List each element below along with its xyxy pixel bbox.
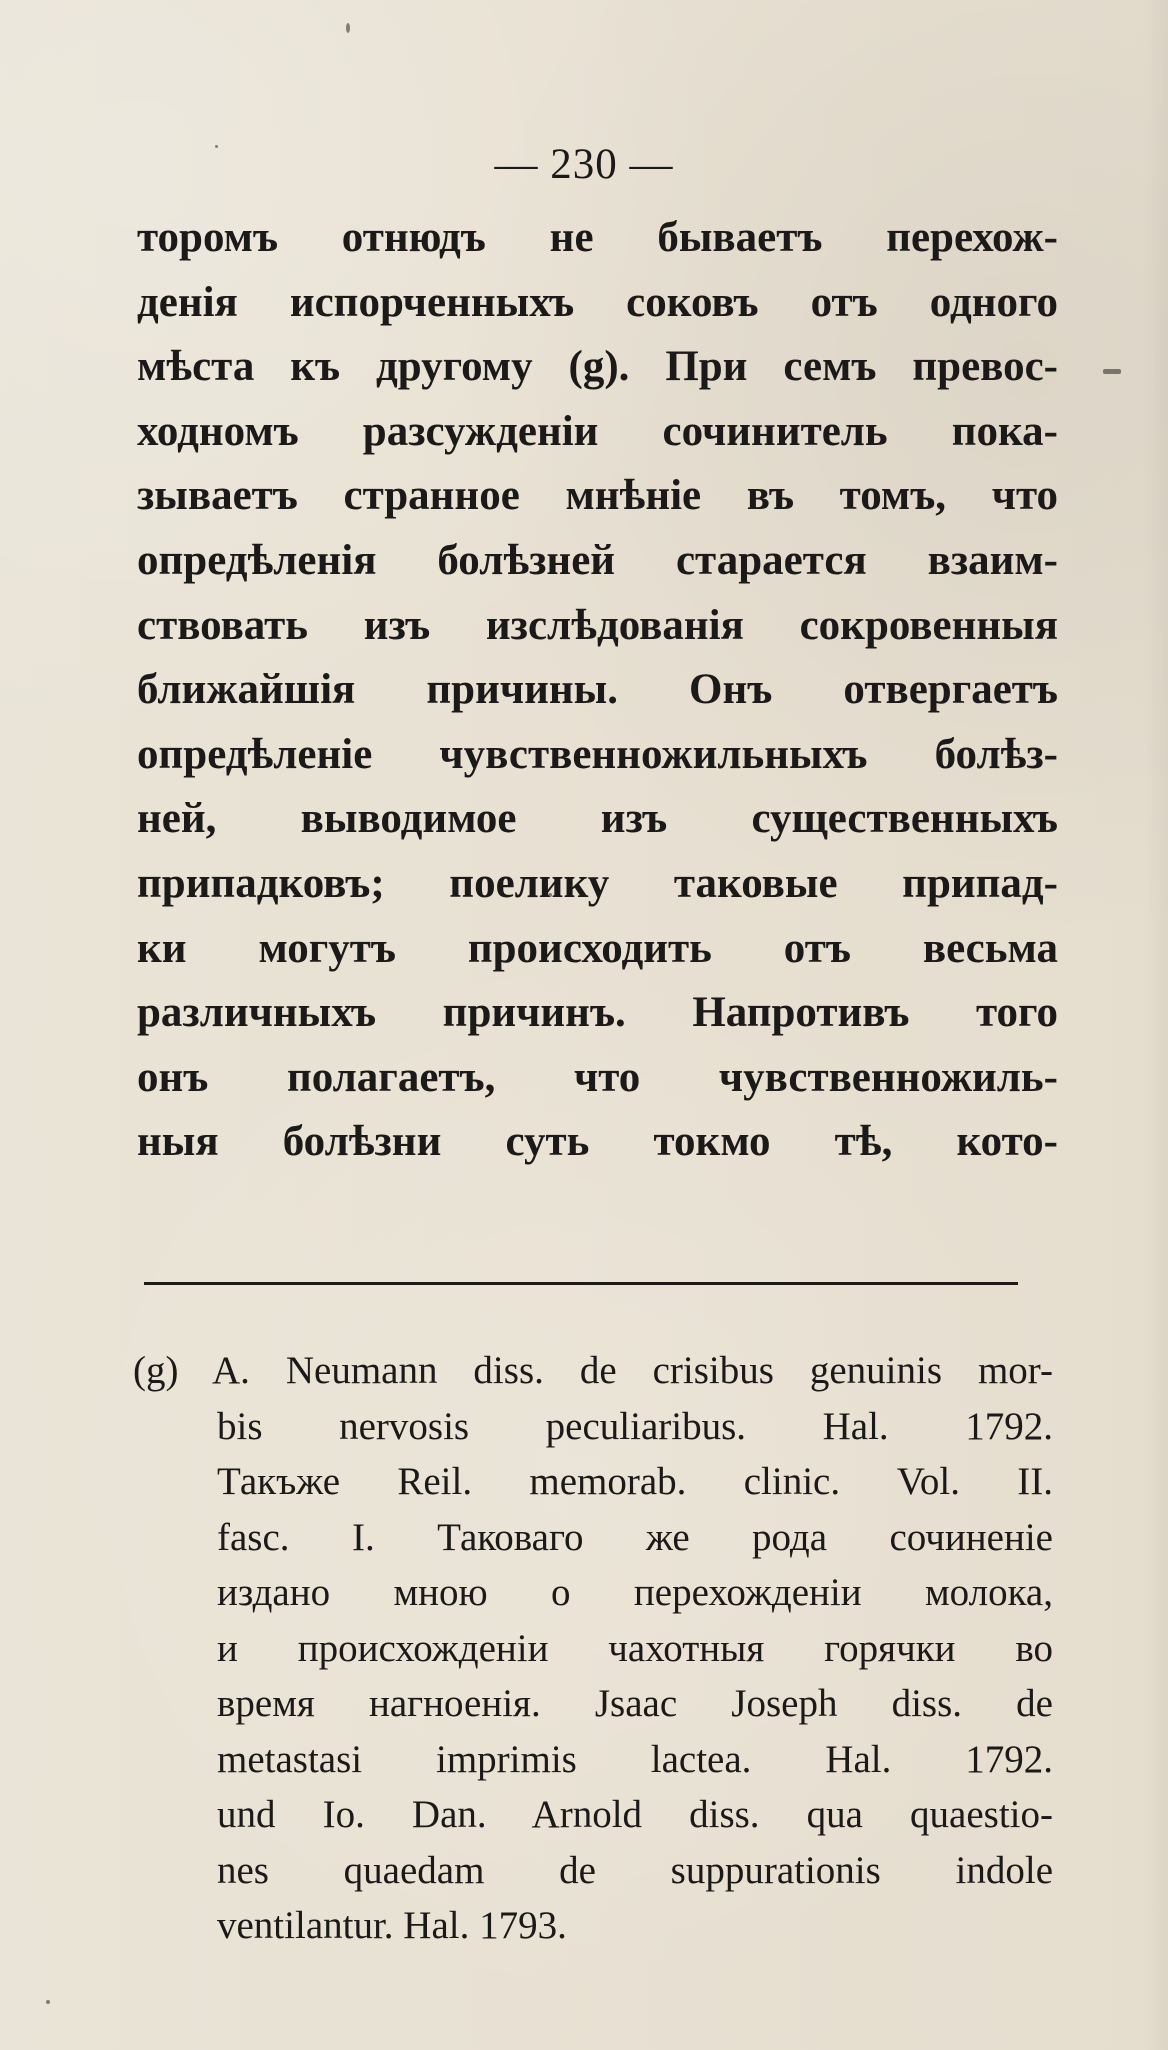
footnote-first-line (133, 1343, 1053, 1399)
footnote-line: Такъже Reil. memorab. clinic. Vol. II. (217, 1460, 1053, 1503)
footnote-line: A. Neumann diss. de crisibus genuinis mor- (212, 1349, 1053, 1392)
text-line: различныхъ причинъ. Напротивъ того (137, 989, 1058, 1037)
text-line: мѣста къ другому (g). При семъ превос- (137, 343, 1058, 391)
footnote-line: und Io. Dan. Arnold diss. qua quaestio- (217, 1793, 1053, 1836)
text-line: припадковъ; поелику таковые припад- (137, 859, 1058, 907)
footnote-divider (144, 1282, 1018, 1285)
paper-speck (46, 2000, 50, 2004)
footnote-line: издано мною о перехожденіи молока, (217, 1571, 1053, 1614)
main-text-block (137, 206, 1058, 1175)
text-line: ствовать изъ изслѣдованія сокровенныя (137, 601, 1058, 649)
text-line: ней, выводимое изъ существенныхъ (137, 795, 1058, 843)
text-line: ходномъ разсужденіи сочинитель пока- (137, 407, 1058, 455)
footnote-marker: (g) (133, 1349, 179, 1392)
text-line: денія испорченныхъ соковъ отъ одного (137, 278, 1058, 326)
footnote-line: время нагноенія. Jsaac Joseph diss. de (217, 1682, 1053, 1725)
footnote-line: и происхожденіи чахотныя горячки во (217, 1626, 1053, 1670)
text-line: онъ полагаетъ, что чувственножиль- (137, 1053, 1058, 1101)
text-line: зываетъ странное мнѣніе въ томъ, что (137, 472, 1058, 520)
text-line: ближайшія причины. Онъ отвергаетъ (137, 666, 1058, 714)
text-line: опредѣленія болѣзней старается взаим- (137, 536, 1058, 584)
text-line: ныя болѣзни суть токмо тѣ, кото- (137, 1118, 1058, 1166)
page-number: — 230 — (494, 141, 674, 188)
ink-mark (1103, 369, 1121, 374)
text-line: торомъ отнюдъ не бываетъ перехож- (137, 214, 1058, 261)
footnote-line: bis nervosis peculiaribus. Hal. 1792. (217, 1404, 1053, 1448)
text-line: ки могутъ происходить отъ весьма (137, 924, 1058, 972)
paper-speck (346, 23, 350, 33)
footnote-line: fasc. I. Таковаго же рода сочиненіе (217, 1515, 1053, 1559)
footnote-line: nes quaedam de suppurationis indole (217, 1848, 1053, 1892)
footnote-block (133, 1343, 1053, 1954)
text-line: опредѣленіе чувственножильныхъ болѣз- (137, 730, 1058, 778)
footnote-line: metastasi imprimis lactea. Hal. 1792. (217, 1737, 1053, 1781)
page-edge-shadow (1144, 0, 1168, 2050)
footnote-line: ventilantur. Hal. 1793. (217, 1904, 567, 1947)
